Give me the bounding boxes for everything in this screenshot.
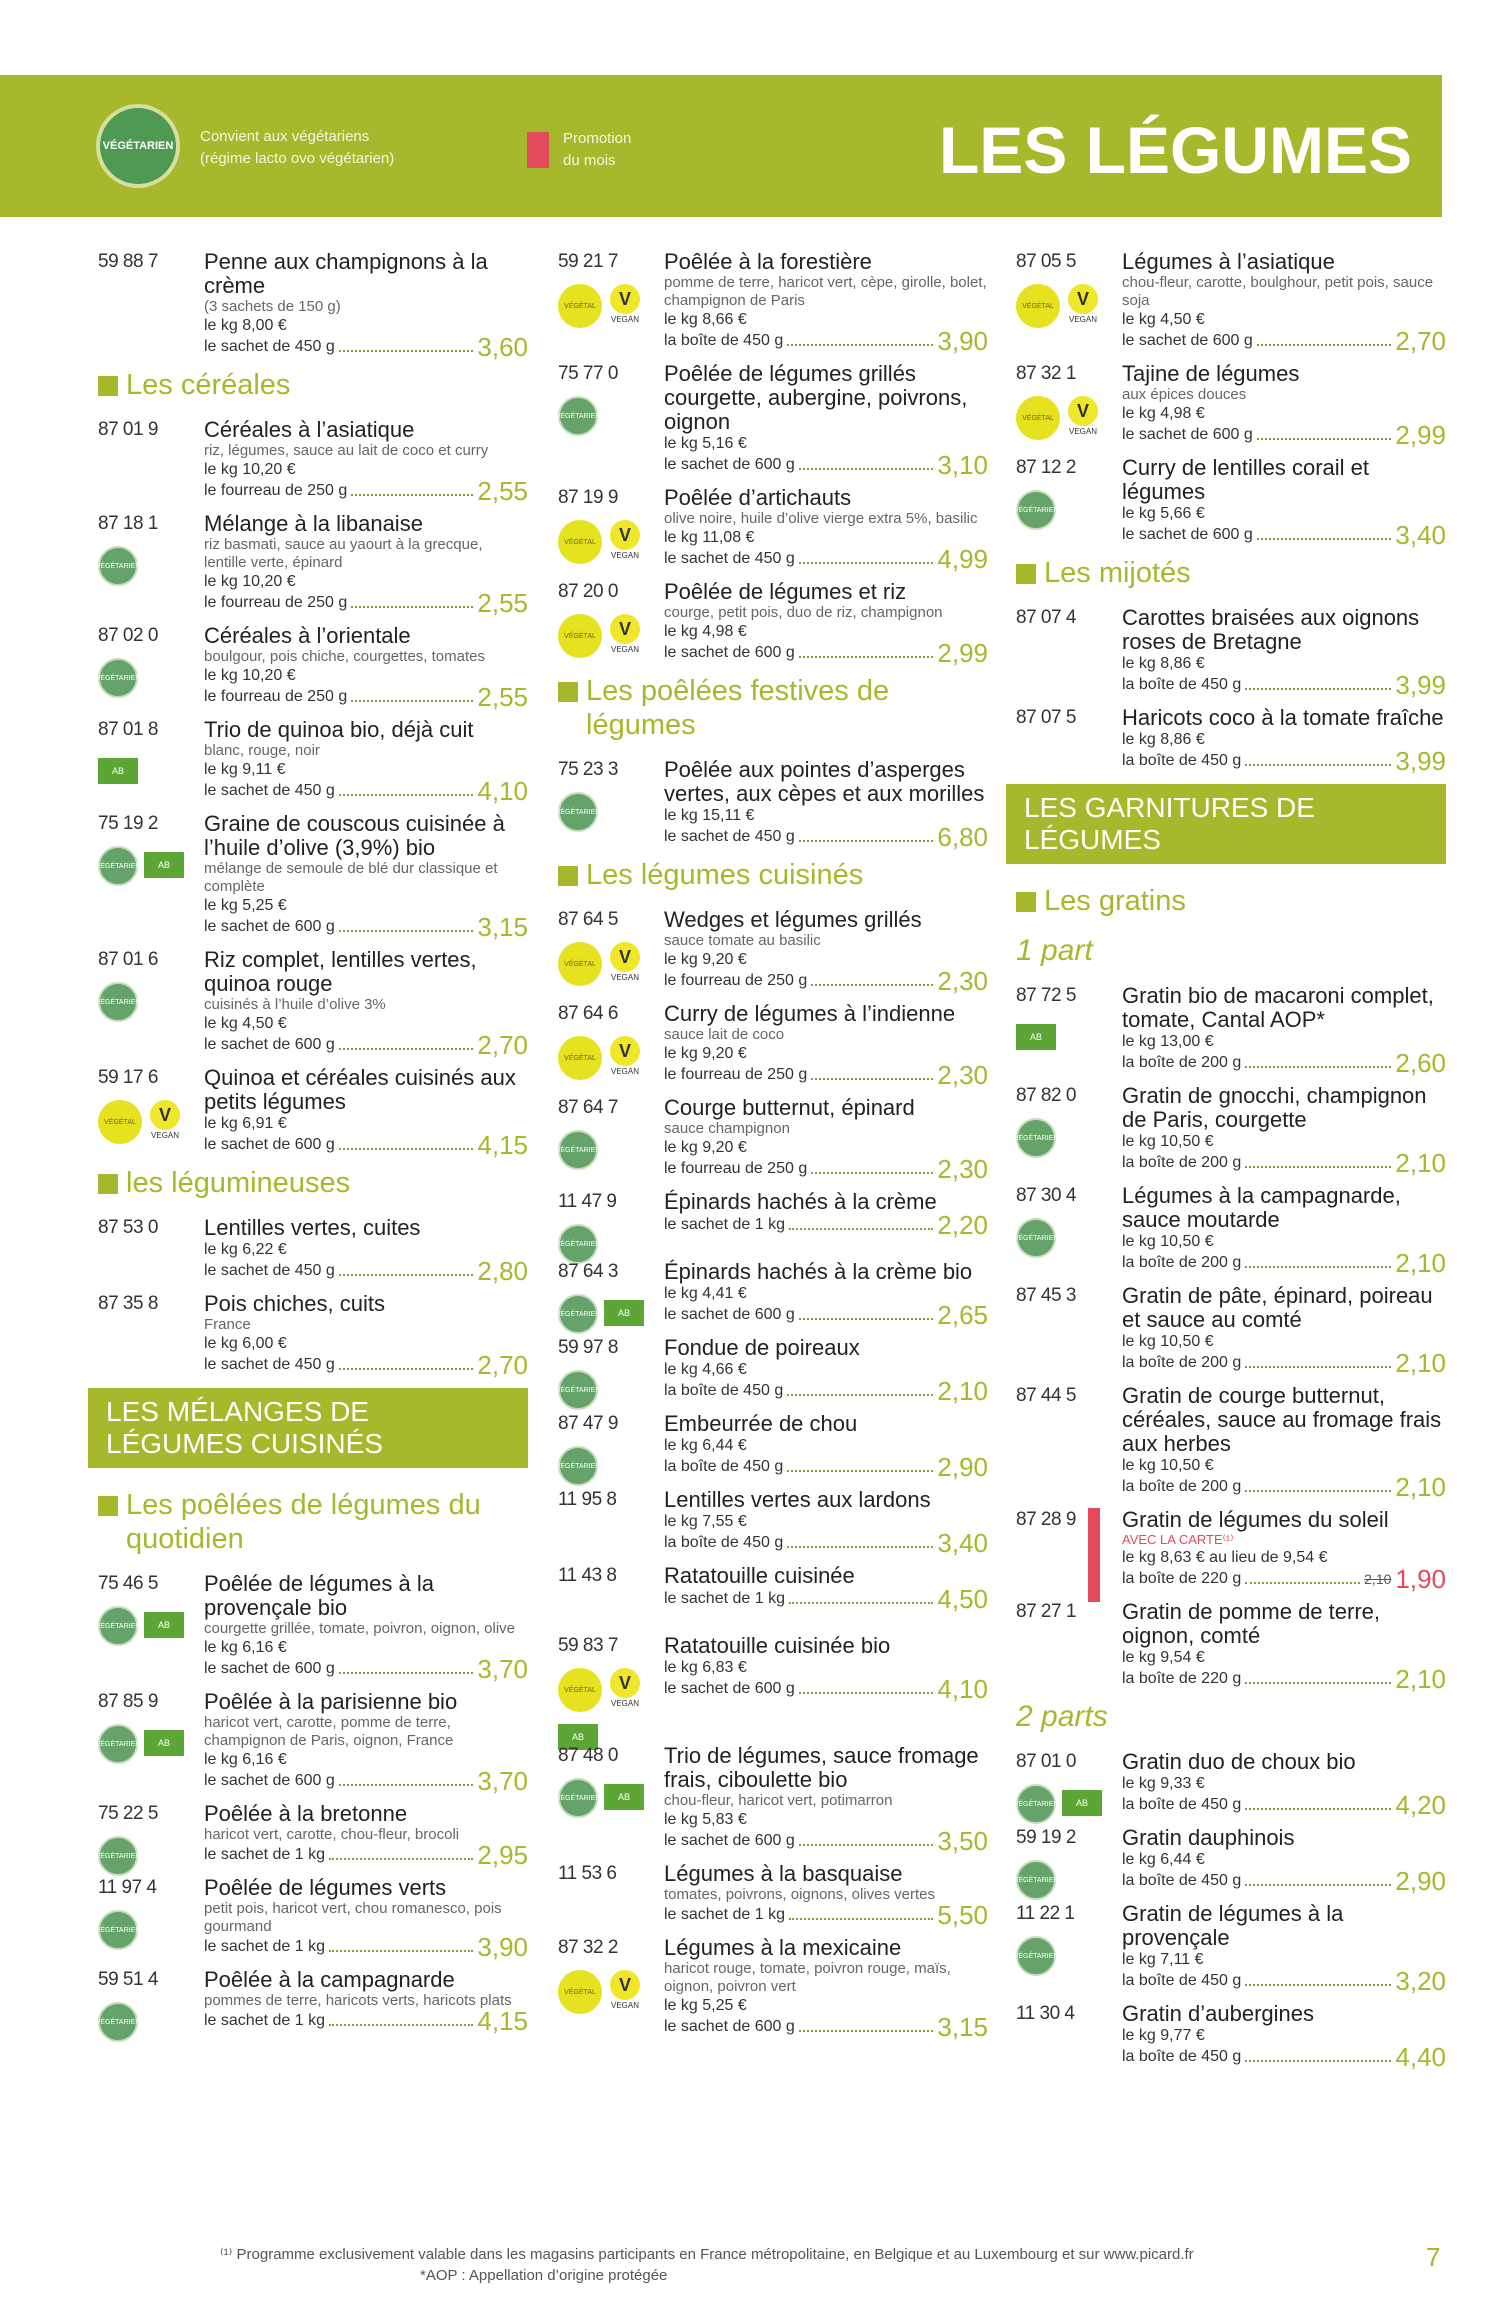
vegan-icon: V VEGAN bbox=[1066, 284, 1100, 328]
footnotes: ⁽¹⁾ Programme exclusivement valable dans les magasins participants en France métropolitaine, en Belgique et au Luxembourg et sur www.picard.fr *AOP : Appellation d’origine protégée bbox=[220, 2246, 1194, 2284]
product-item: 75 22 5 VÉGÉTARIEN Poêlée à la bretonne haricot vert, carotte, chou-fleur, brocoli le sachet de 1 kg 2,95 bbox=[98, 1802, 528, 1866]
vegetarian-icon: VÉGÉTARIEN bbox=[558, 1294, 598, 1334]
product-item: 87 07 4 Carottes braisées aux oignons roses de Bretagne le kg 8,86 € la boîte de 450 g 3,99 bbox=[1016, 605, 1446, 700]
product-item: 75 23 3 VÉGÉTARIEN Poêlée aux pointes d’asperges vertes, aux cèpes et aux morilles le kg 15,11 € le sachet de 450 g 6,80 bbox=[555, 757, 988, 852]
product-item: 59 83 7 VÉGÉTAL V VEGAN AB Ratatouille cuisinée bio le kg 6,83 € le sachet de 600 g 4,10 bbox=[558, 1634, 988, 1734]
vegetal-icon: VÉGÉTAL bbox=[558, 614, 602, 658]
vegetarian-icon: VÉGÉTARIEN bbox=[98, 846, 138, 886]
column-1 bbox=[95, 249, 528, 2042]
vegan-icon: V VEGAN bbox=[1066, 396, 1100, 440]
product-item: 87 07 5 Haricots coco à la tomate fraîche le kg 8,86 € la boîte de 450 g 3,99 bbox=[1016, 705, 1446, 776]
organic-icon: AB bbox=[604, 1784, 644, 1810]
section-title: Les légumes cuisinés bbox=[558, 858, 988, 892]
organic-icon: AB bbox=[144, 852, 184, 878]
product-item: 87 44 5 Gratin de courge butternut, céréales, sauce au fromage frais aux herbes le kg 10,50 € la boîte de 200 g 2,10 bbox=[1016, 1383, 1446, 1502]
section-title: les légumineuses bbox=[98, 1166, 528, 1200]
organic-icon: AB bbox=[558, 1724, 598, 1750]
price: 3,60 bbox=[477, 332, 528, 362]
product-item: 59 19 2 VÉGÉTARIEN Gratin dauphinois le kg 6,44 € la boîte de 450 g 2,90 bbox=[1016, 1826, 1446, 1892]
vegetal-icon: VÉGÉTAL bbox=[1016, 396, 1060, 440]
product-item: 87 01 0 VÉGÉTARIEN AB Gratin duo de choux bio le kg 9,33 € la boîte de 450 g 4,20 bbox=[1016, 1750, 1446, 1816]
vegetarian-logo-icon: VÉGÉTARIEN bbox=[100, 108, 176, 184]
product-item: 59 88 7 Penne aux champignons à la crème (3 sachets de 150 g) le kg 8,00 € le sachet de 450 g 3,60 bbox=[98, 249, 528, 362]
vegetarian-icon: VÉGÉTARIEN bbox=[98, 1606, 138, 1646]
vegetarian-icon: VÉGÉTARIEN bbox=[98, 1910, 138, 1950]
vegetarian-icon: VÉGÉTARIEN bbox=[558, 396, 598, 436]
product-item: 87 48 0 VÉGÉTARIEN AB Trio de légumes, sauce fromage frais, ciboulette bio chou-fleur, haricot vert, potimarron le kg 5,83 € le sachet de 600 g 3,50 bbox=[555, 1743, 988, 1856]
column-2 bbox=[555, 249, 988, 2048]
product-item-promo: 87 28 9 Gratin de légumes du soleil AVEC LA CARTE⁽¹⁾ le kg 8,63 € au lieu de 9,54 € la boîte de 220 g 2,10 1,90 bbox=[1016, 1508, 1446, 1590]
product-item: 87 01 8 AB Trio de quinoa bio, déjà cuit blanc, rouge, noir le kg 9,11 € le sachet de 450 g 4,10 bbox=[98, 717, 528, 806]
vegetarian-icon: VÉGÉTARIEN bbox=[1016, 1218, 1056, 1258]
product-item: 87 20 0 VÉGÉTAL V VEGAN Poêlée de légumes et riz courge, petit pois, duo de riz, champignon le kg 4,98 € le sachet de 600 g 2,99 bbox=[558, 580, 988, 664]
product-item: 87 47 9 VÉGÉTARIEN Embeurrée de chou le kg 6,44 € la boîte de 450 g 2,90 bbox=[558, 1412, 988, 1478]
vegetal-icon: VÉGÉTAL bbox=[558, 942, 602, 986]
category-banner: LES MÉLANGES DE LÉGUMES CUISINÉS bbox=[88, 1388, 528, 1468]
vegan-icon: V VEGAN bbox=[608, 284, 642, 328]
product-item: 11 47 9 VÉGÉTARIEN Épinards hachés à la crème le sachet de 1 kg 2,20 bbox=[558, 1190, 988, 1250]
product-item: 87 53 0 Lentilles vertes, cuites le kg 6,22 € le sachet de 450 g 2,80 bbox=[98, 1215, 528, 1286]
product-item: 87 64 3 VÉGÉTARIEN AB Épinards hachés à la crème bio le kg 4,41 € le sachet de 600 g 2,65 bbox=[558, 1260, 988, 1326]
vegan-icon: V VEGAN bbox=[608, 1970, 642, 2014]
promo-marker bbox=[1088, 1508, 1100, 1602]
product-item: 87 64 6 VÉGÉTAL V VEGAN Curry de légumes à l’indienne sauce lait de coco le kg 9,20 € le fourreau de 250 g 2,30 bbox=[558, 1002, 988, 1086]
vegan-icon: V VEGAN bbox=[608, 1668, 642, 1712]
organic-icon: AB bbox=[144, 1612, 184, 1638]
vegetarian-icon: VÉGÉTARIEN bbox=[1016, 1118, 1056, 1158]
vegetal-icon: VÉGÉTAL bbox=[98, 1100, 142, 1144]
vegetal-icon: VÉGÉTAL bbox=[558, 284, 602, 328]
category-banner: LES GARNITURES DE LÉGUMES bbox=[1006, 784, 1446, 864]
card-offer-label: AVEC LA CARTE⁽¹⁾ bbox=[1122, 1532, 1234, 1547]
product-item: 11 53 6 Légumes à la basquaise tomates, poivrons, oignons, olives vertes le sachet de 1 kg 5,50 bbox=[558, 1861, 988, 1930]
vegetal-icon: VÉGÉTAL bbox=[558, 1668, 602, 1712]
page-title: LES LÉGUMES bbox=[938, 113, 1412, 187]
product-item: 59 17 6 VÉGÉTAL V VEGAN Quinoa et céréales cuisinés aux petits légumes le kg 6,91 € le sachet de 600 g 4,15 bbox=[98, 1066, 528, 1156]
product-item: 87 18 1 VÉGÉTARIEN Mélange à la libanaise riz basmati, sauce au yaourt à la grecque, lentille verte, épinard le kg 10,20 € le fourreau de 250 g 2,55 bbox=[95, 511, 528, 618]
product-item: 87 45 3 Gratin de pâte, épinard, poireau et sauce au comté le kg 10,50 € la boîte de 200 g 2,10 bbox=[1016, 1283, 1446, 1378]
vegetarian-icon: VÉGÉTARIEN bbox=[558, 1446, 598, 1486]
product-item: 87 35 8 Pois chiches, cuits France le kg 6,00 € le sachet de 450 g 2,70 bbox=[98, 1291, 528, 1380]
column-3 bbox=[1013, 249, 1446, 2078]
vegetarian-icon: VÉGÉTARIEN bbox=[1016, 1784, 1056, 1824]
product-item: 75 77 0 VÉGÉTARIEN Poêlée de légumes grillés courgette, aubergine, poivrons, oignon le kg 5,16 € le sachet de 600 g 3,10 bbox=[555, 361, 988, 480]
product-item: 87 12 2 VÉGÉTARIEN Curry de lentilles corail et légumes le kg 5,66 € le sachet de 600 g 3,40 bbox=[1013, 455, 1446, 550]
vegetarian-legend: Convient aux végétariens (régime lacto ovo végétarien) bbox=[200, 128, 395, 167]
vegetarian-icon: VÉGÉTARIEN bbox=[558, 1224, 598, 1264]
section-title: Les céréales bbox=[98, 368, 528, 402]
old-price: 2,10 bbox=[1364, 1571, 1392, 1587]
vegetarian-icon: VÉGÉTARIEN bbox=[98, 982, 138, 1022]
vegan-icon: V VEGAN bbox=[608, 520, 642, 564]
vegetal-icon: VÉGÉTAL bbox=[1016, 284, 1060, 328]
product-item: 87 19 9 VÉGÉTAL V VEGAN Poêlée d’artichauts olive noire, huile d’olive vierge extra 5%, basilic le kg 11,08 € le sachet de 450 g 4,99 bbox=[558, 486, 988, 570]
product-item: 87 64 5 VÉGÉTAL V VEGAN Wedges et légumes grillés sauce tomate au basilic le kg 9,20 € le fourreau de 250 g 2,30 bbox=[558, 908, 988, 992]
promo-price: 1,90 bbox=[1395, 1564, 1446, 1594]
organic-icon: AB bbox=[604, 1300, 644, 1326]
product-item: 75 46 5 VÉGÉTARIEN AB Poêlée de légumes à la provençale bio courgette grillée, tomate, poivron, oignon, olive le kg 6,16 € le sachet de 600 g 3,70 bbox=[95, 1571, 528, 1684]
vegetarian-icon: VÉGÉTARIEN bbox=[98, 1836, 138, 1876]
vegetarian-icon: VÉGÉTARIEN bbox=[98, 658, 138, 698]
vegetal-icon: VÉGÉTAL bbox=[558, 520, 602, 564]
product-item: 75 19 2 VÉGÉTARIEN AB Graine de couscous cuisinée à l’huile d’olive (3,9%) bio mélange de semoule de blé dur classique et complète le kg 5,25 € le sachet de 600 g 3,15 bbox=[95, 811, 528, 942]
product-item: 87 82 0 VÉGÉTARIEN Gratin de gnocchi, champignon de Paris, courgette le kg 10,50 € la boîte de 200 g 2,10 bbox=[1013, 1083, 1446, 1178]
vegetarian-icon: VÉGÉTARIEN bbox=[1016, 490, 1056, 530]
product-item: 87 05 5 VÉGÉTAL V VEGAN Légumes à l’asiatique chou-fleur, carotte, boulghour, petit pois, sauce soja le kg 4,50 € le sachet de 600 g 2,70 bbox=[1016, 250, 1446, 352]
section-title: Les gratins bbox=[1016, 884, 1446, 918]
section-title: Les mijotés bbox=[1016, 556, 1446, 590]
product-item: 11 43 8 Ratatouille cuisinée le sachet de 1 kg 4,50 bbox=[558, 1563, 988, 1614]
vegan-icon: V VEGAN bbox=[608, 1036, 642, 1080]
product-item: 11 97 4 VÉGÉTARIEN Poêlée de légumes verts petit pois, haricot vert, chou romanesco, pois gourmand le sachet de 1 kg 3,90 bbox=[95, 1875, 528, 1962]
portion-label: 1 part bbox=[1016, 934, 1093, 967]
vegetal-icon: VÉGÉTAL bbox=[558, 1970, 602, 2014]
vegetarian-icon: VÉGÉTARIEN bbox=[98, 546, 138, 586]
vegan-icon: V VEGAN bbox=[148, 1100, 182, 1144]
vegetarian-icon: VÉGÉTARIEN bbox=[98, 1724, 138, 1764]
organic-icon: AB bbox=[144, 1730, 184, 1756]
vegan-icon: V VEGAN bbox=[608, 942, 642, 986]
organic-icon: AB bbox=[1062, 1790, 1102, 1816]
product-item: 11 30 4 Gratin d’aubergines le kg 9,77 € la boîte de 450 g 4,40 bbox=[1016, 2001, 1446, 2072]
vegetarian-icon: VÉGÉTARIEN bbox=[558, 1778, 598, 1818]
vegetarian-icon: VÉGÉTARIEN bbox=[98, 2002, 138, 2042]
organic-icon: AB bbox=[1016, 1024, 1056, 1050]
vegan-icon: V VEGAN bbox=[608, 614, 642, 658]
organic-icon: AB bbox=[98, 758, 138, 784]
vegetarian-icon: VÉGÉTARIEN bbox=[1016, 1860, 1056, 1900]
vegetarian-icon: VÉGÉTARIEN bbox=[558, 792, 598, 832]
product-item: 11 95 8 Lentilles vertes aux lardons le kg 7,55 € la boîte de 450 g 3,40 bbox=[558, 1487, 988, 1558]
promo-legend: Promotion du mois bbox=[563, 130, 632, 169]
vegetarian-icon: VÉGÉTARIEN bbox=[558, 1130, 598, 1170]
product-item: 11 22 1 VÉGÉTARIEN Gratin de légumes à la provençale le kg 7,11 € la boîte de 450 g 3,20 bbox=[1013, 1901, 1446, 1996]
product-item: 87 32 1 VÉGÉTAL V VEGAN Tajine de légumes aux épices douces le kg 4,98 € le sachet de 600 g 2,99 bbox=[1016, 362, 1446, 446]
product-item: 87 72 5 AB Gratin bio de macaroni complet, tomate, Cantal AOP* le kg 13,00 € la boîte de 200 g 2,60 bbox=[1016, 983, 1446, 1078]
promo-square-icon bbox=[527, 132, 549, 168]
page-number: 7 bbox=[1426, 2242, 1441, 2272]
product-item: 59 51 4 VÉGÉTARIEN Poêlée à la campagnarde pommes de terre, haricots verts, haricots plats le sachet de 1 kg 4,15 bbox=[98, 1968, 528, 2032]
product-item: 87 02 0 VÉGÉTARIEN Céréales à l’orientale boulgour, pois chiche, courgettes, tomates le kg 10,20 € le fourreau de 250 g 2,55 bbox=[95, 623, 528, 712]
product-item: 87 01 6 VÉGÉTARIEN Riz complet, lentilles vertes, quinoa rouge cuisinés à l’huile d’olive 3% le kg 4,50 € le sachet de 600 g 2,70 bbox=[95, 947, 528, 1060]
product-item: 87 32 2 VÉGÉTAL V VEGAN Légumes à la mexicaine haricot rouge, tomate, poivron rouge, maïs, oignon, poivron vert le kg 5,25 € le sachet de 600 g 3,15 bbox=[558, 1936, 988, 2038]
product-item: 59 21 7 VÉGÉTAL V VEGAN Poêlée à la forestière pomme de terre, haricot vert, cèpe, girolle, bolet, champignon de Paris le kg 8,66 € la boîte de 450 g 3,90 bbox=[558, 250, 988, 352]
vegetarian-icon: VÉGÉTARIEN bbox=[1016, 1936, 1056, 1976]
product-item: 87 27 1 Gratin de pomme de terre, oignon, comté le kg 9,54 € la boîte de 220 g 2,10 bbox=[1016, 1599, 1446, 1694]
vegetarian-icon: VÉGÉTARIEN bbox=[558, 1370, 598, 1410]
vegetal-icon: VÉGÉTAL bbox=[558, 1036, 602, 1080]
product-item: 87 01 9 Céréales à l’asiatique riz, légumes, sauce au lait de coco et curry le kg 10,20 € le fourreau de 250 g 2,55 bbox=[98, 417, 528, 506]
product-item: 59 97 8 VÉGÉTARIEN Fondue de poireaux le kg 4,66 € la boîte de 450 g 2,10 bbox=[558, 1336, 988, 1402]
product-item: 87 30 4 VÉGÉTARIEN Légumes à la campagnarde, sauce moutarde le kg 10,50 € la boîte de 200 g 2,10 bbox=[1013, 1183, 1446, 1278]
portion-label: 2 parts bbox=[1016, 1700, 1108, 1733]
product-item: 87 64 7 VÉGÉTARIEN Courge butternut, épinard sauce champignon le kg 9,20 € le fourreau de 250 g 2,30 bbox=[555, 1095, 988, 1184]
product-item: 87 85 9 VÉGÉTARIEN AB Poêlée à la parisienne bio haricot vert, carotte, pomme de terre, champignon de Paris, oignon, France le kg 6,16 € le sachet de 600 g 3,70 bbox=[95, 1689, 528, 1796]
section-title: Les poêlées de légumes du quotidien bbox=[98, 1488, 528, 1556]
section-title: Les poêlées festives de légumes bbox=[558, 674, 988, 742]
